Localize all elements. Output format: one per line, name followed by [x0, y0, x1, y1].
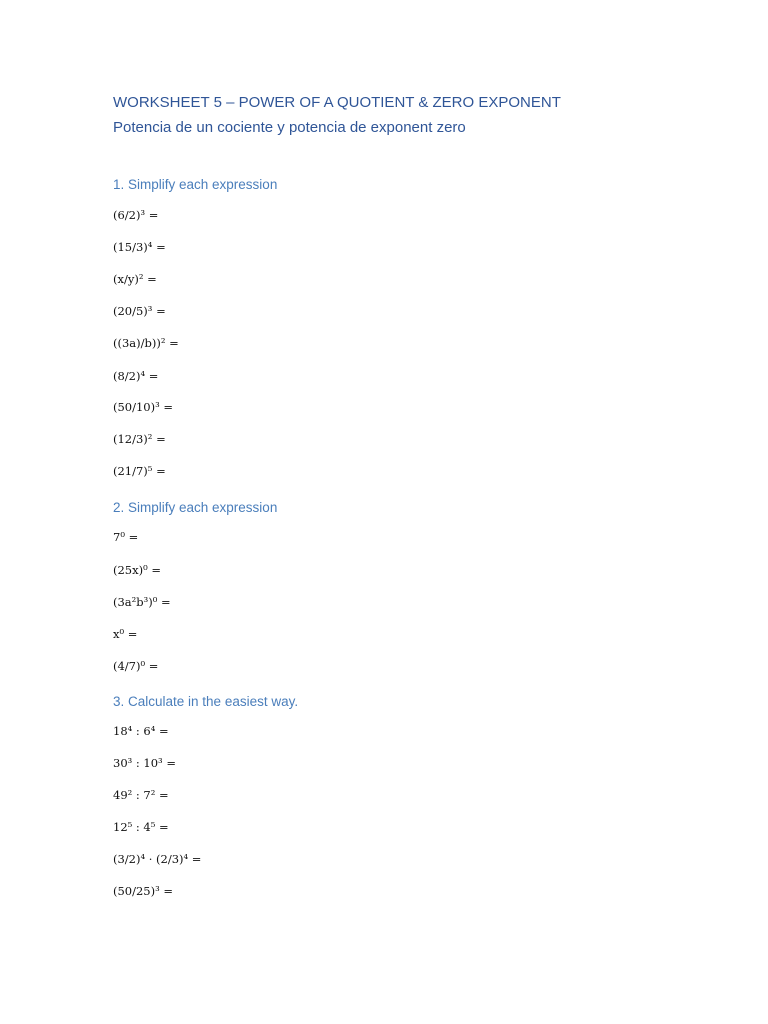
section-3-item: (3/2)⁴ · (2/3)⁴ =	[113, 852, 202, 866]
section-1-item: (15/3)⁴ =	[113, 240, 166, 254]
section-2-item: (4/7)⁰ =	[113, 659, 159, 673]
section-1-item: (x/y)² =	[113, 272, 157, 286]
section-2-item: (3a²b³)⁰ =	[113, 595, 171, 609]
section-3-item: (50/25)³ =	[113, 884, 174, 898]
section-3-heading: 3. Calculate in the easiest way.	[113, 694, 299, 709]
section-1-item: (21/7)⁵ =	[113, 464, 166, 478]
section-3-item: 30³ : 10³ =	[113, 756, 176, 770]
section-2-item: 7⁰ =	[113, 530, 139, 544]
section-3-item: 49² : 7² =	[113, 788, 169, 802]
worksheet-title: WORKSHEET 5 – POWER OF A QUOTIENT & ZERO EXPONENT	[113, 94, 561, 111]
section-1-item: (12/3)² =	[113, 432, 166, 446]
section-1-item: (20/5)³ =	[113, 304, 166, 318]
section-1-heading: 1. Simplify each expression	[113, 177, 278, 192]
section-2-item: (25x)⁰ =	[113, 563, 161, 577]
section-2-item: x⁰ =	[113, 627, 138, 641]
section-2-heading: 2. Simplify each expression	[113, 500, 278, 515]
section-3-item: 18⁴ : 6⁴ =	[113, 724, 169, 738]
section-1-item: (8/2)⁴ =	[113, 369, 159, 383]
section-3-item: 12⁵ : 4⁵ =	[113, 820, 169, 834]
worksheet-subtitle: Potencia de un cociente y potencia de exponent zero	[113, 119, 466, 136]
section-1-item: (50/10)³ =	[113, 400, 174, 414]
section-1-item: (6/2)³ =	[113, 208, 159, 222]
section-1-item: ((3a)/b))² =	[113, 336, 179, 350]
